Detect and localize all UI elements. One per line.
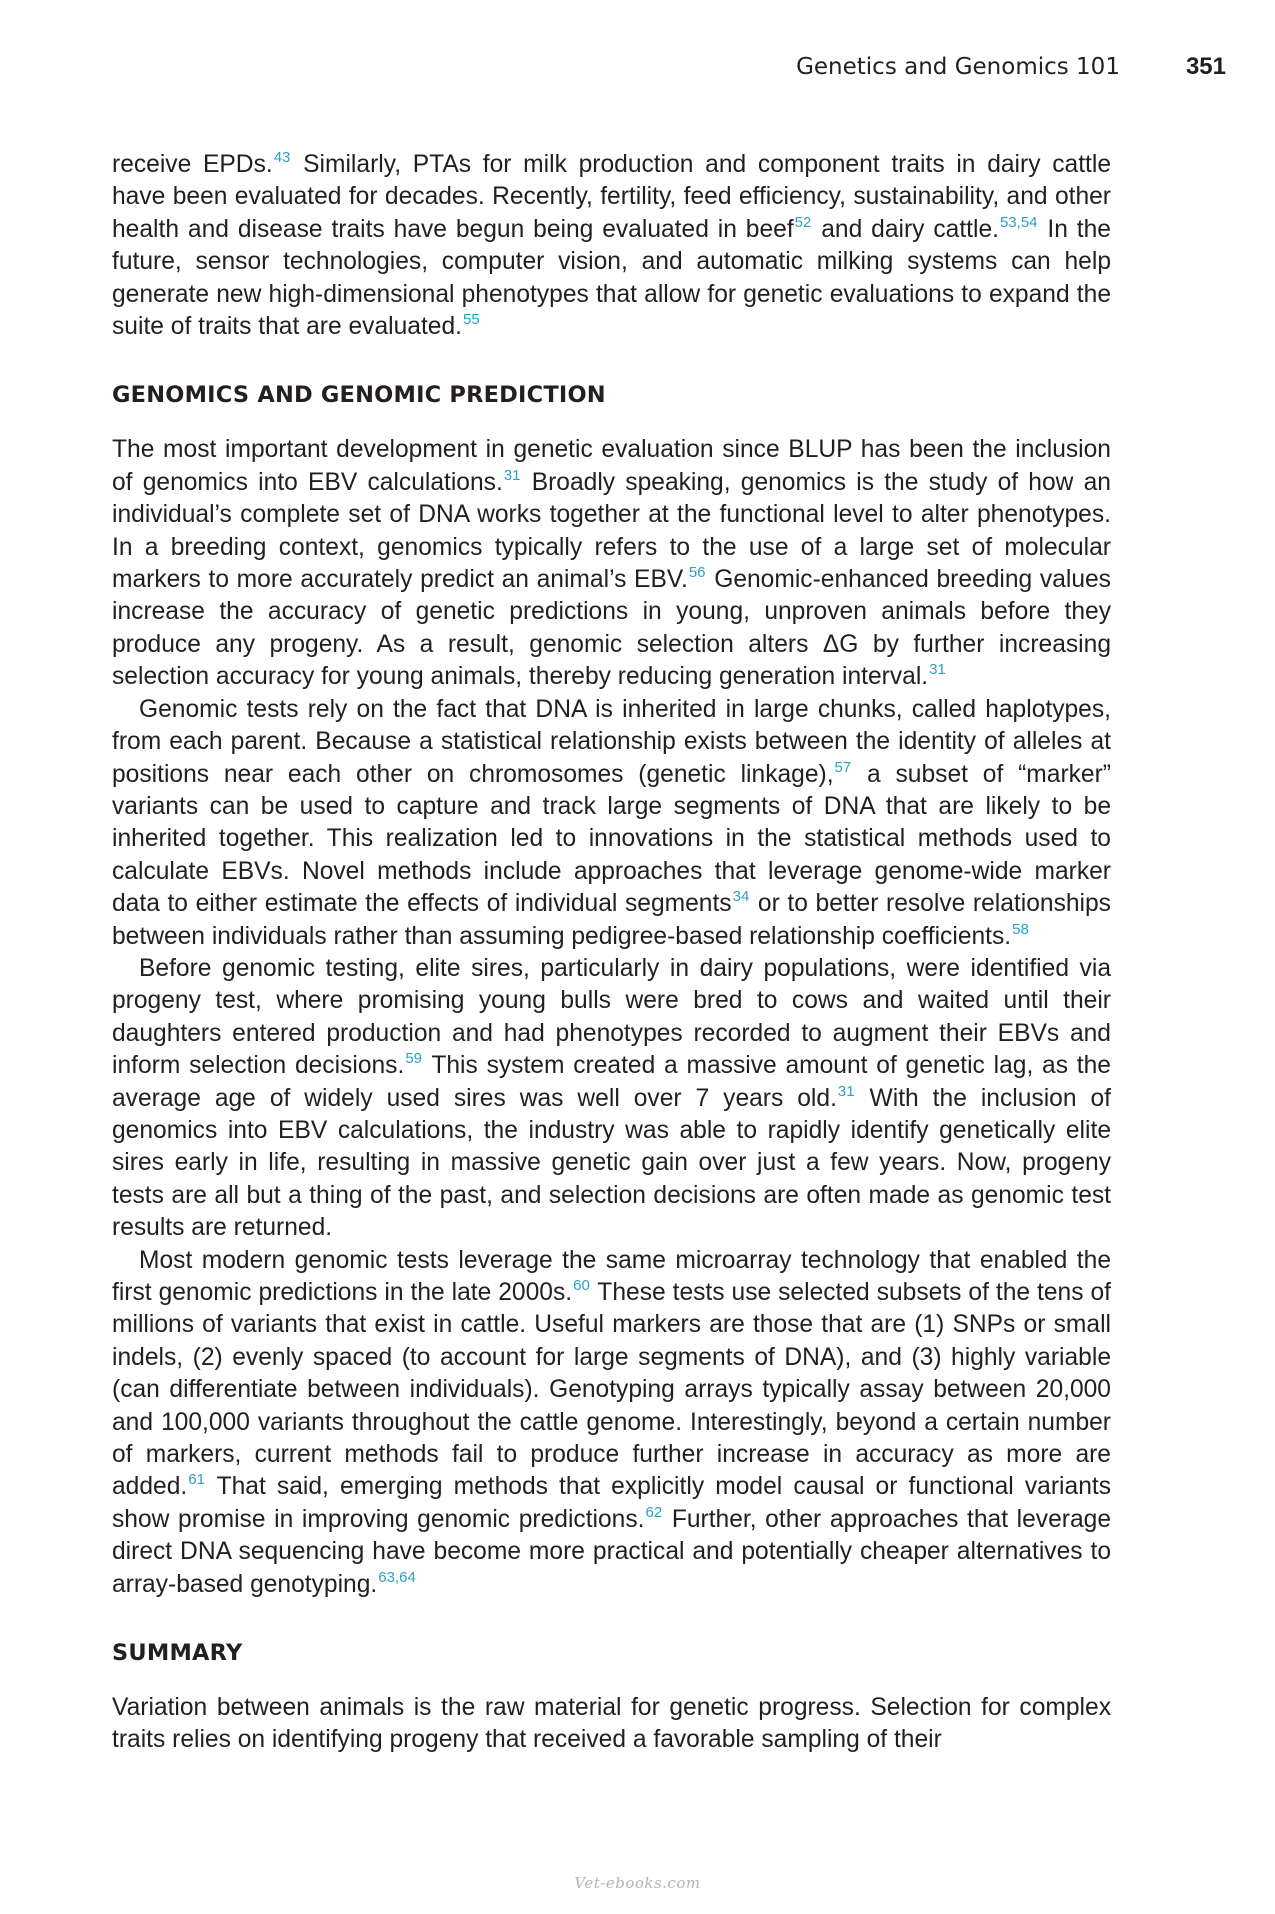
paragraph-summary [112, 1692, 1111, 1757]
paragraph-genomics-4 [112, 1245, 1111, 1601]
reference-link[interactable]: 63,64 [378, 1568, 416, 1586]
reference-link[interactable]: 53,54 [999, 213, 1038, 231]
text-run: That said, emerging methods that explicitly model causal or functional variants show promise in improving genomic predictions. [112, 1473, 1111, 1533]
text-run: These tests use selected subsets of the tens of millions of variants that exist in cattle. Useful markers are those that are (1) SNPs or small indels, (2) evenly spaced (to account for large segments of DNA), and (3) highly variable (can differentiate between individuals). Genotyping arrays typically assay between 20,000 and 100,000 variants throughout the cattle genome. Interestingly, beyond a certain number of markers, current methods fail to produce further increase in accuracy as more are added. [112, 1279, 1111, 1501]
reference-link[interactable]: 58 [1012, 920, 1029, 938]
running-title: Genetics and Genomics 101 [796, 54, 1120, 80]
text-run: Genomic tests rely on the fact that DNA is inherited in large chunks, called haplotypes, from each parent. Because a statistical relationship exists between the identity of alleles at positions near each other on chromosomes (genetic linkage), [112, 695, 1111, 788]
reference-link[interactable]: 60 [573, 1277, 590, 1294]
text-run: In the future, sensor technologies, computer vision, and automatic milking systems can help generate new high-dimensional phenotypes that allow for genetic evaluations to expand the suite of traits that are evaluated. [112, 215, 1111, 341]
text-run: Most modern genomic tests leverage the same microarray technology that enabled the first genomic predictions in the late 2000s. [112, 1246, 1111, 1306]
text-run: Further, other approaches that leverage direct DNA sequencing have become more practical and potentially cheaper alternatives to array-based genotyping. [112, 1505, 1112, 1598]
reference-link[interactable]: 62 [645, 1503, 663, 1521]
reference-link[interactable]: 31 [837, 1082, 855, 1100]
reference-link[interactable]: 56 [688, 564, 706, 582]
text-run: or to better resolve relationships between individuals rather than assuming pedigree-based relationship coefficients. [112, 890, 1111, 950]
reference-link[interactable]: 57 [834, 758, 852, 776]
reference-link[interactable]: 55 [462, 311, 480, 329]
reference-link[interactable]: 52 [794, 213, 812, 231]
text-run: and dairy cattle. [812, 215, 999, 243]
article-body [112, 149, 1111, 1757]
running-header [0, 52, 1226, 82]
reference-link[interactable]: 59 [405, 1050, 422, 1068]
text-run: This system created a massive amount of genetic lag, as the average age of widely used sires was well over 7 years old. [112, 1052, 1111, 1112]
reference-link[interactable]: 31 [929, 661, 946, 679]
text-run: Similarly, PTAs for milk production and component traits in dairy cattle have been evaluated for decades. Recently, fertility, feed efficiency, sustainability, and other health and disease traits have begun being evaluated in beef [112, 151, 1112, 243]
reference-link[interactable]: 43 [273, 149, 291, 166]
section-heading-genomics: GENOMICS AND GENOMIC PREDICTION [112, 382, 606, 409]
reference-link[interactable]: 34 [732, 888, 750, 906]
watermark: Vet-ebooks.com [574, 1874, 701, 1892]
text-run: With the inclusion of genomics into EBV calculations, the industry was able to rapidly identify genetically elite sires early in life, resulting in massive genetic gain over just a few years. Now, progeny tests are all but a thing of the past, and selection decisions are often made as genomic test results are returned. [112, 1084, 1111, 1242]
text-run: The most important development in genetic evaluation since BLUP has been the inclusion of genomics into EBV calculations. [112, 436, 1111, 496]
text-run: receive EPDs. [112, 151, 273, 178]
reference-link[interactable]: 61 [188, 1471, 205, 1489]
paragraph-genomics-3 [112, 953, 1111, 1245]
section-heading-summary: SUMMARY [112, 1640, 243, 1667]
page-number: 351 [1185, 53, 1226, 80]
paragraph-genomics-2 [112, 694, 1111, 953]
text-run: Broadly speaking, genomics is the study of how an individual’s complete set of DNA works together at the functional level to alter phenotypes. In a breeding context, genomics typically refers to the use of a large set of molecular markers to more accurately predict an animal’s EBV. [112, 468, 1111, 594]
text-run: Genomic-enhanced breeding values increase the accuracy of genetic predictions in young, unproven animals before they produce any progeny. As a result, genomic selection alters ΔG by further increasing selection accuracy for young animals, thereby reducing generation interval. [112, 566, 1111, 691]
paragraph-genomics-1 [112, 434, 1111, 693]
paragraph-intro [112, 149, 1111, 343]
reference-link[interactable]: 31 [503, 466, 521, 484]
text-run: a subset of “marker” variants can be used to capture and track large segments of DNA that are likely to be inherited together. This realization led to innovations in the statistical methods used to calculate EBVs. Novel methods include approaches that leverage genome-wide marker data to either estimate the effects of individual segments [112, 760, 1111, 918]
text-run: Variation between animals is the raw material for genetic progress. Selection for complex traits relies on identifying progeny that received a favorable sampling of their [112, 1694, 1111, 1754]
text-run: Before genomic testing, elite sires, particularly in dairy populations, were identified via progeny test, where promising young bulls were bred to cows and waited until their daughters entered production and had phenotypes recorded to augment their EBVs and inform selection decisions. [112, 954, 1111, 1080]
